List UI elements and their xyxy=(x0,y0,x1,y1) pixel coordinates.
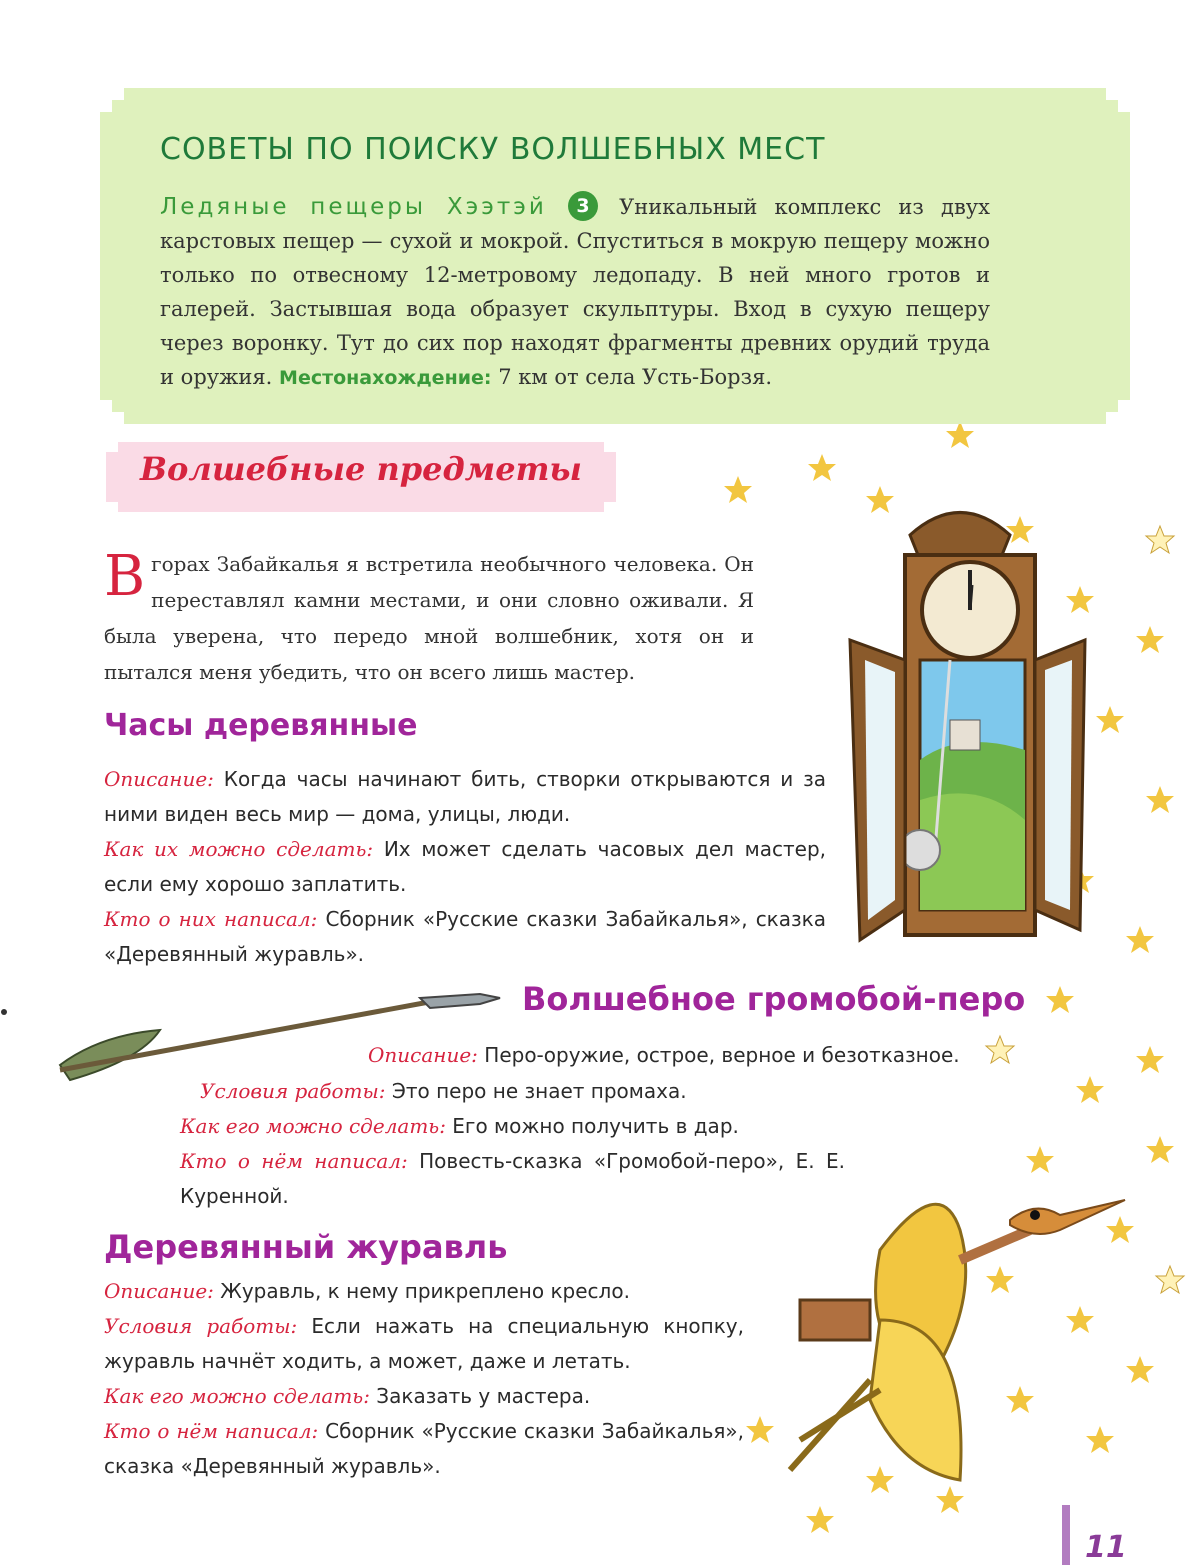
row-text: Перо-оружие, острое, верное и безотказное. xyxy=(484,1043,960,1067)
row-text: Его можно получить в дар. xyxy=(452,1114,739,1138)
row-label: Кто о нём написал: xyxy=(180,1149,408,1173)
item-row-feather-3 xyxy=(180,1109,880,1144)
item-row xyxy=(104,1274,744,1309)
section-banner-edge-left xyxy=(106,452,118,502)
intro-dropcap: В xyxy=(104,544,146,609)
intro-paragraph xyxy=(104,546,754,690)
item-title-feather: Волшебное громобой-перо xyxy=(522,980,1026,1018)
wooden-clock-illustration xyxy=(850,513,1085,941)
item-row xyxy=(104,1379,744,1414)
wooden-crane-illustration xyxy=(790,1200,1125,1480)
section-title: Волшебные предметы xyxy=(140,450,582,488)
row-label: Кто о нём написал: xyxy=(104,1419,319,1443)
tips-box-edge-right xyxy=(1118,112,1130,400)
row-label: Условия работы: xyxy=(104,1314,298,1338)
item-row-feather-1 xyxy=(368,1038,1048,1073)
row-text: Сборник «Русские сказки Забайкалья», сказка «Деревянный журавль». xyxy=(104,907,826,966)
row-label: Как их можно сделать: xyxy=(104,837,374,861)
item-row xyxy=(104,902,826,972)
item-row xyxy=(104,762,826,832)
row-label: Описание: xyxy=(368,1043,478,1067)
tips-place-name: Ледяные пещеры Хээтэй xyxy=(160,194,547,220)
row-text: Повесть-сказка «Громобой-перо», Е. Е. Куренной. xyxy=(180,1149,845,1208)
row-text: Заказать у мастера. xyxy=(376,1384,591,1408)
item-row xyxy=(104,1414,744,1484)
tips-text xyxy=(160,190,990,395)
row-label: Условия работы: xyxy=(200,1079,386,1103)
location-value: 7 км от села Усть-Борзя. xyxy=(498,365,772,389)
item-body-crane xyxy=(104,1274,744,1484)
location-label: Местонахождение: xyxy=(279,367,492,389)
item-row-feather-2 xyxy=(200,1074,900,1109)
tips-description: Уникальный комплекс из двух карстовых пещер — сухой и мокрой. Спуститься в мокрую пещеру можно только по отвесному 12-метровому ледопаду. В ней много гротов и галерей. Застывшая вода образует скульптуры. Вход в сухую пещеру через воронку. Тут до сих пор находят фрагменты древних орудий труда и оружия. xyxy=(160,195,990,389)
tips-title: СОВЕТЫ ПО ПОИСКУ ВОЛШЕБНЫХ МЕСТ xyxy=(160,132,826,167)
row-label: Описание: xyxy=(104,1279,214,1303)
item-body-clock xyxy=(104,762,826,972)
page-number-bar xyxy=(1062,1505,1070,1565)
tips-box-edge-bottom xyxy=(124,412,1106,424)
row-text: Их может сделать часовых дел мастер, если ему хорошо заплатить. xyxy=(104,837,827,896)
intro-text: горах Забайкалья я встретила необычного человека. Он переставлял камни местами, и они словно оживали. Я была уверена, что передо мной волшебник, хотя он и пытался меня убедить, что он всего лишь мастер. xyxy=(104,552,754,684)
tips-box-edge-left xyxy=(100,112,112,400)
page-number: 11 xyxy=(1085,1530,1127,1565)
row-text: Это перо не знает промаха. xyxy=(391,1079,687,1103)
item-title-clock: Часы деревянные xyxy=(104,708,418,743)
row-label: Кто о них написал: xyxy=(104,907,318,931)
item-row-feather-4 xyxy=(180,1144,845,1214)
item-row xyxy=(104,1309,744,1379)
section-banner-edge-right xyxy=(604,452,616,502)
row-label: Как его можно сделать: xyxy=(104,1384,370,1408)
tips-box-edge-top xyxy=(124,88,1106,100)
row-text: Если нажать на специальную кнопку, журавль начнёт ходить, а может, даже и летать. xyxy=(104,1314,744,1373)
item-row xyxy=(104,832,826,902)
item-title-crane: Деревянный журавль xyxy=(104,1228,508,1266)
row-label: Описание: xyxy=(104,767,214,791)
place-number-badge: 3 xyxy=(568,191,598,221)
row-text: Журавль, к нему прикреплено кресло. xyxy=(220,1279,630,1303)
row-text: Сборник «Русские сказки Забайкалья», сказка «Деревянный журавль». xyxy=(104,1419,744,1478)
row-label: Как его можно сделать: xyxy=(180,1114,446,1138)
row-text: Когда часы начинают бить, створки открываются и за ними виден весь мир — дома, улицы, люди. xyxy=(104,767,826,826)
